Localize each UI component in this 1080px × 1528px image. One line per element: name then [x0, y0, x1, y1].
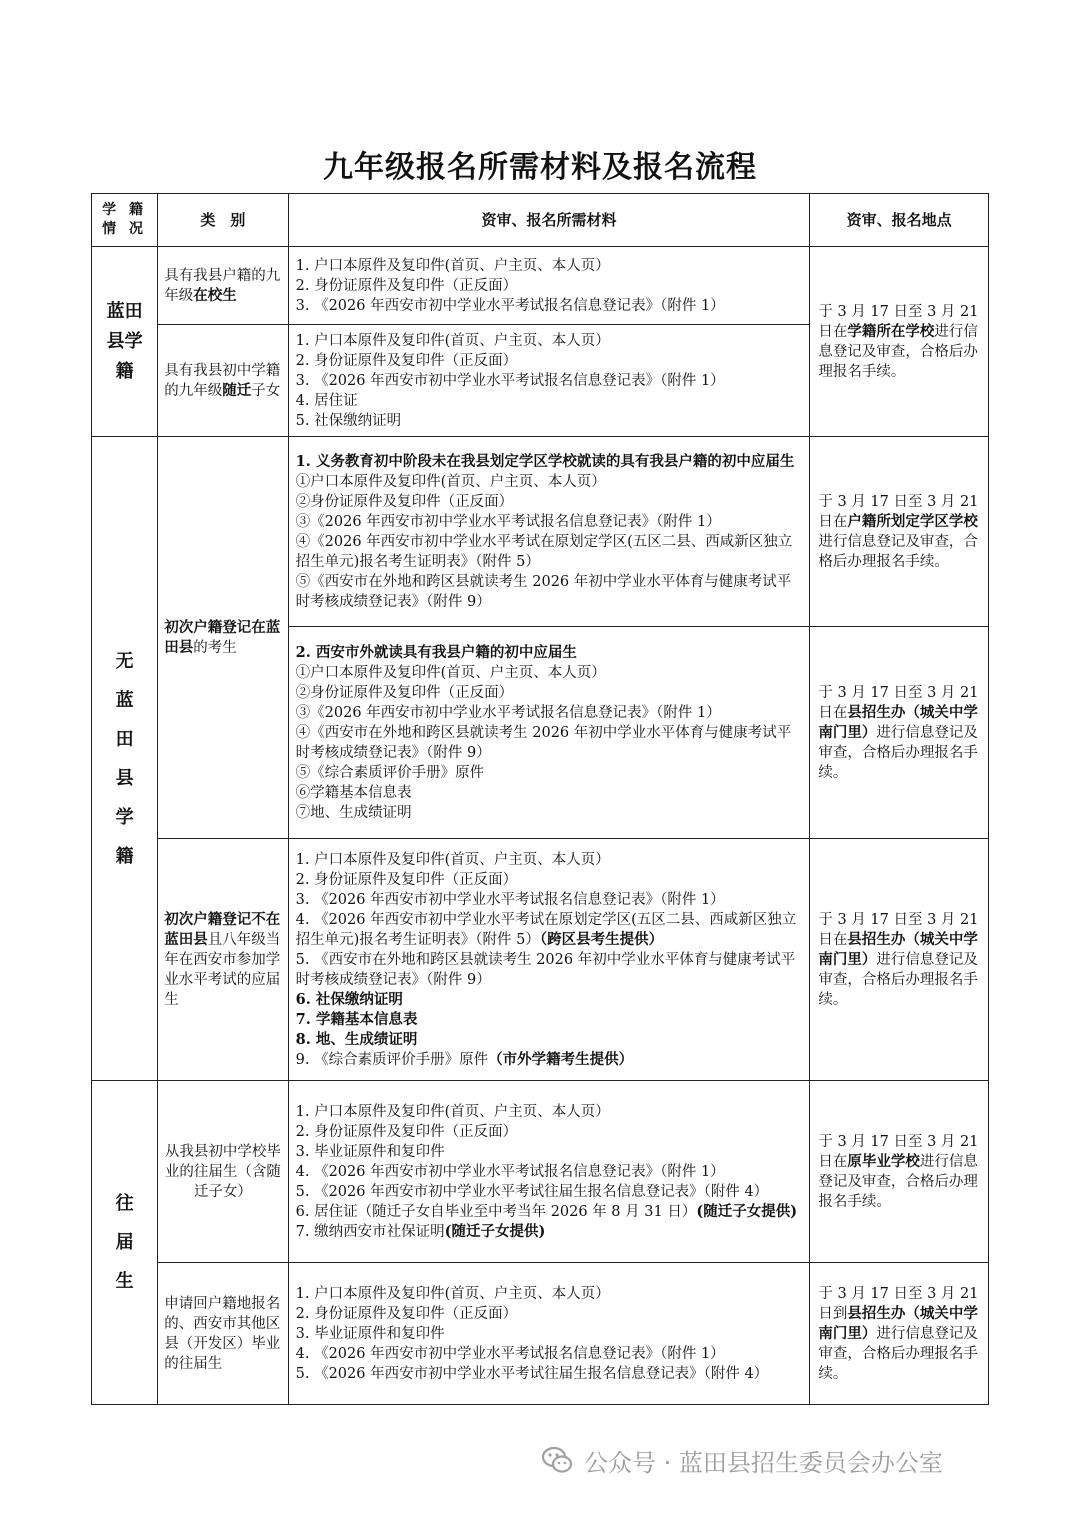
category-cell: 初次户籍登记在蓝田县的考生	[158, 437, 288, 839]
materials-cell: 1. 户口本原件及复印件(首页、户主页、本人页） 2. 身份证原件及复印件（正反面） 3. 毕业证原件和复印件 4. 《2026 年西安市初中学业水平考试报名信息登记表》（附件 1） 5. 《2026 年西安市初中学业水平考试往届生报名信息登记表》（附件 4） 6. 居住证（随迁子女自毕业至中考当年 2026 年 8 月 31 日）(随迁子女提供) 7. 缴纳西安市社保证明(随迁子女提供)	[288, 1081, 810, 1263]
table-row	[92, 1081, 989, 1263]
category-cell: 从我县初中学校毕业的往届生（含随迁子女）	[158, 1081, 288, 1263]
category-cell: 申请回户籍地报名的、西安市其他区县（开发区）毕业的往届生	[158, 1263, 288, 1405]
materials-cell: 1. 义务教育初中阶段未在我县划定学区学校就读的具有我县户籍的初中应届生 ①户口本原件及复印件(首页、户主页、本人页） ②身份证原件及复印件（正反面） ③《2026 年西安市初中学业水平考试报名信息登记表》（附件 1） ④《2026 年西安市初中学业水平考试在原划定学区(五区二县、西咸新区独立招生单元)报名考生证明表》（附件 5） ⑤《西安市在外地和跨区县就读考生 2026 年初中学业水平体育与健康考试平时考核成绩登记表》（附件 9）	[288, 437, 810, 627]
materials-cell: 1. 户口本原件及复印件(首页、户主页、本人页） 2. 身份证原件及复印件（正反面） 3. 《2026 年西安市初中学业水平考试报名信息登记表》（附件 1） 4. 《2026 年西安市初中学业水平考试在原划定学区(五区二县、西咸新区独立招生单元)报名考生证明表》（附件 5）（跨区县考生提供） 5. 《西安市在外地和跨区县就读考生 2026 年初中学业水平体育与健康考试平时考核成绩登记表》（附件 9） 6. 社保缴纳证明 7. 学籍基本信息表 8. 地、生成绩证明 9. 《综合素质评价手册》原件（市外学籍考生提供）	[288, 839, 810, 1081]
group-previous: 往 届 生	[92, 1081, 158, 1405]
header-location: 资审、报名地点	[810, 194, 989, 247]
registration-table	[91, 193, 989, 1405]
location-cell: 于 3 月 17 日至 3 月 21 日到县招生办（城关中学南门里）进行信息登记及审查，合格后办理报名手续。	[810, 1263, 989, 1405]
table-row	[92, 247, 989, 325]
header-materials: 资审、报名所需材料	[288, 194, 810, 247]
category-cell: 具有我县户籍的九年级在校生	[158, 247, 288, 325]
table-row	[92, 839, 989, 1081]
table-header-row	[92, 194, 989, 247]
materials-cell: 1. 户口本原件及复印件(首页、户主页、本人页） 2. 身份证原件及复印件（正反面） 3. 《2026 年西安市初中学业水平考试报名信息登记表》（附件 1） 4. 居住证 5. 社保缴纳证明	[288, 325, 810, 437]
location-cell: 于 3 月 17 日至 3 月 21 日在户籍所划定学区学校进行信息登记及审查，合格后办理报名手续。	[810, 437, 989, 627]
category-cell: 初次户籍登记不在蓝田县且八年级当年在西安市参加学业水平考试的应届生	[158, 839, 288, 1081]
header-status: 学 籍 情 况	[92, 194, 158, 247]
group-lantian: 蓝田县学籍	[92, 247, 158, 437]
group-non-lantian: 无 蓝 田 县 学 籍	[92, 437, 158, 1081]
materials-cell: 1. 户口本原件及复印件(首页、户主页、本人页） 2. 身份证原件及复印件（正反面） 3. 《2026 年西安市初中学业水平考试报名信息登记表》（附件 1）	[288, 247, 810, 325]
wechat-icon	[540, 1443, 574, 1477]
header-category: 类 别	[158, 194, 288, 247]
materials-cell: 1. 户口本原件及复印件(首页、户主页、本人页） 2. 身份证原件及复印件（正反面） 3. 毕业证原件和复印件 4. 《2026 年西安市初中学业水平考试报名信息登记表》（附件 1） 5. 《2026 年西安市初中学业水平考试往届生报名信息登记表》（附件 4）	[288, 1263, 810, 1405]
watermark	[540, 1440, 943, 1480]
table-row	[92, 1263, 989, 1405]
materials-cell: 2. 西安市外就读具有我县户籍的初中应届生 ①户口本原件及复印件(首页、户主页、本人页） ②身份证原件及复印件（正反面） ③《2026 年西安市初中学业水平考试报名信息登记表》（附件 1） ④《西安市在外地和跨区县就读考生 2026 年初中学业水平体育与健康考试平时考核成绩登记表》（附件 9） ⑤《综合素质评价手册》原件 ⑥学籍基本信息表 ⑦地、生成绩证明	[288, 627, 810, 839]
location-cell: 于 3 月 17 日至 3 月 21 日在县招生办（城关中学南门里）进行信息登记及审查，合格后办理报名手续。	[810, 627, 989, 839]
page-title: 九年级报名所需材料及报名流程	[323, 150, 757, 185]
watermark-text: 公众号 · 蓝田县招生委员会办公室	[584, 1448, 943, 1477]
category-cell: 具有我县初中学籍的九年级随迁子女	[158, 325, 288, 437]
location-cell: 于 3 月 17 日至 3 月 21 日在学籍所在学校进行信息登记及审查，合格后办理报名手续。	[810, 247, 989, 437]
location-cell: 于 3 月 17 日至 3 月 21 日在县招生办（城关中学南门里）进行信息登记及审查，合格后办理报名手续。	[810, 839, 989, 1081]
table-row	[92, 437, 989, 627]
location-cell: 于 3 月 17 日至 3 月 21 日在原毕业学校进行信息登记及审查，合格后办理报名手续。	[810, 1081, 989, 1263]
